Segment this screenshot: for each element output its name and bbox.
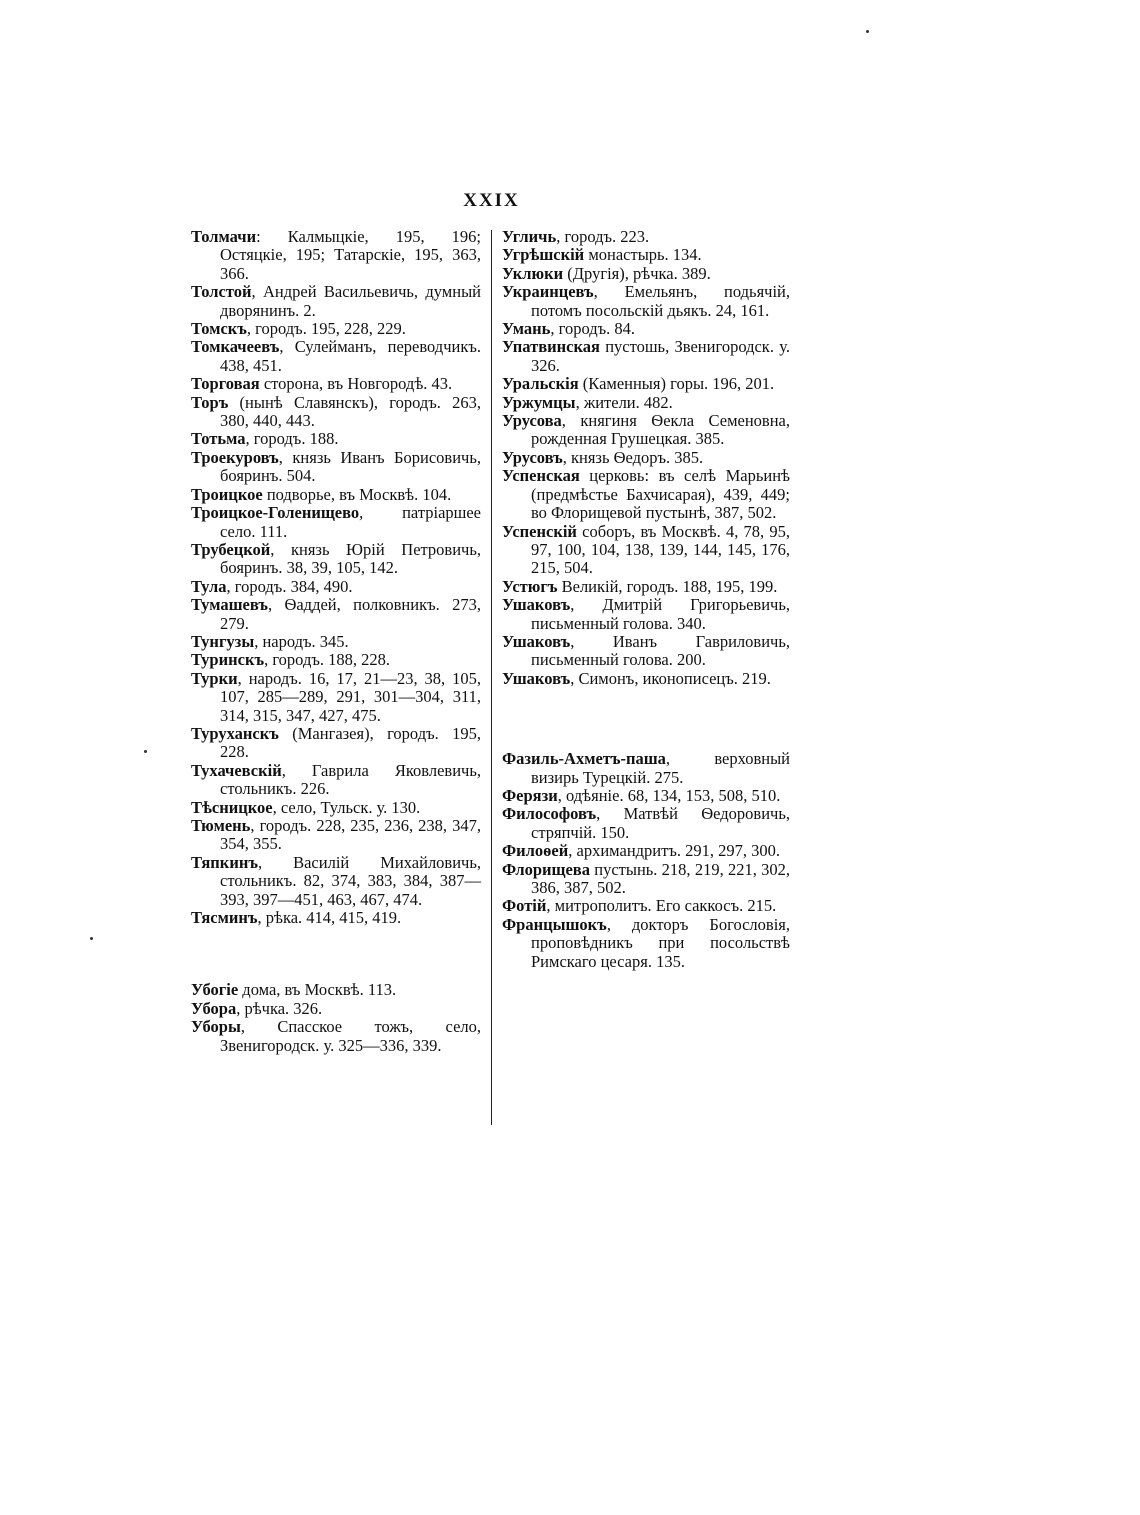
entry-headword: Упатвинская	[502, 337, 600, 357]
entry-text: , жители. 482.	[575, 392, 673, 412]
entry-headword: Тюмень	[191, 816, 251, 835]
entry-text: сторона, въ Новгородѣ. 43.	[259, 374, 453, 394]
entry-headword: Устюгъ	[502, 576, 558, 596]
entry-headword: Толмачи	[191, 227, 257, 246]
index-entry	[191, 817, 481, 854]
entry-headword: Урусовъ	[502, 447, 563, 467]
entry-text: : Калмыцкіе, 195, 196; Остяцкіе, 195; Татарскіе, 195, 363, 366.	[220, 227, 481, 283]
index-entry	[502, 842, 790, 860]
index-entry	[502, 897, 790, 915]
scan-speck	[90, 937, 93, 940]
index-entry	[502, 750, 790, 787]
entry-text: , княгиня Ѳекла Семеновна, рожденная Грушецкая. 385.	[531, 411, 790, 449]
index-entry	[502, 265, 790, 283]
entry-headword: Успенская	[502, 466, 580, 486]
entry-headword: Фазиль-Ахметъ-паша	[502, 749, 666, 769]
index-section-u	[191, 981, 481, 1055]
entry-text: , Ѳаддей, полковникъ. 273, 279.	[220, 595, 481, 633]
entry-headword: Францышокъ	[502, 914, 607, 934]
entry-headword: Троицкое-Голенищево	[191, 503, 360, 523]
index-entry	[191, 596, 481, 633]
index-entry	[502, 394, 790, 412]
entry-text: (Каменныя) горы. 196, 201.	[578, 374, 775, 394]
scan-speck	[866, 30, 869, 33]
entry-headword: Тухачевскій	[191, 760, 282, 780]
entry-headword: Философовъ	[502, 804, 597, 824]
index-entry	[502, 861, 790, 898]
entry-text: церковь: въ селѣ Марьинѣ (предмѣстье Бахчисарая), 439, 449; во Флорищевой пустынѣ, 387, 502.	[531, 466, 790, 523]
entry-text: дома, въ Москвѣ. 113.	[238, 980, 397, 1000]
entry-text: , народъ. 345.	[254, 631, 349, 651]
entry-text: , князь Иванъ Борисовичь, бояринъ. 504.	[220, 447, 481, 486]
entry-text: (нынѣ Славянскъ), городъ. 263, 380, 440, 443.	[220, 392, 481, 431]
entry-text: , городъ. 223.	[556, 227, 650, 246]
index-entry	[502, 467, 790, 522]
entry-headword: Туруханскъ	[191, 723, 279, 743]
index-entry	[502, 596, 790, 633]
entry-headword: Томкачеевъ	[191, 337, 280, 357]
entry-text: , докторъ Богословія, проповѣдникъ при посольствѣ Римскаго цесаря. 135.	[531, 914, 790, 971]
index-entry	[191, 541, 481, 578]
entry-text: , Сулейманъ, переводчикъ. 438, 451.	[220, 337, 481, 375]
index-entry	[191, 504, 481, 541]
entry-text: , Иванъ Гавриловичь, письменный голова. 200.	[531, 631, 790, 670]
index-entry	[191, 854, 481, 909]
entry-text: , князь Ѳедоръ. 385.	[562, 447, 704, 467]
entry-headword: Умань	[502, 319, 551, 339]
column-divider	[491, 230, 492, 1125]
entry-headword: Тѣсницкое	[191, 797, 273, 817]
index-entry	[191, 375, 481, 393]
entry-headword: Тунгузы	[191, 631, 255, 651]
index-entry	[191, 1000, 481, 1018]
index-entry	[191, 762, 481, 799]
entry-headword: Толстой	[191, 282, 252, 302]
index-section-t	[191, 228, 481, 927]
index-entry	[502, 805, 790, 842]
entry-headword: Торъ	[191, 392, 229, 412]
index-entry	[502, 449, 790, 467]
index-entry	[191, 320, 481, 338]
entry-text: , князь Юрій Петровичь, бояринъ. 38, 39, 105, 142.	[220, 539, 481, 578]
entry-text: , городъ. 384, 490.	[226, 576, 353, 596]
index-entry	[502, 283, 790, 320]
page-number: XXIX	[463, 190, 520, 211]
entry-headword: Флорищева	[502, 859, 590, 879]
entry-headword: Уральскія	[502, 374, 579, 394]
entry-headword: Уржумцы	[502, 392, 576, 412]
entry-text: , митрополитъ. Его саккосъ. 215.	[546, 896, 777, 916]
section-gap	[191, 927, 481, 981]
index-entry	[191, 633, 481, 651]
entry-headword: Ферязи	[502, 785, 558, 805]
entry-text: , верховный визирь Турецкій. 275.	[531, 749, 790, 787]
entry-text: , патріаршее село. 111.	[220, 503, 481, 541]
entry-text: , городъ. 228, 235, 236, 238, 347, 354, 355.	[220, 816, 481, 854]
entry-headword: Ушаковъ	[502, 668, 571, 688]
entry-text: , Дмитрій Григорьевичь, письменный голова. 340.	[531, 595, 790, 633]
entry-headword: Торговая	[191, 374, 260, 394]
entry-headword: Уклюки	[502, 263, 564, 283]
entry-headword: Угрѣшскій	[502, 245, 585, 265]
index-entry	[502, 633, 790, 670]
entry-headword: Тяпкинъ	[191, 852, 258, 872]
entry-headword: Филоѳей	[502, 841, 569, 861]
index-entry	[502, 578, 790, 596]
entry-text: , Спасское тожъ, село, Звенигородск. у. 325—336, 339.	[220, 1017, 481, 1055]
index-entry	[191, 430, 481, 448]
index-entry	[191, 981, 481, 999]
index-entry	[191, 651, 481, 669]
entry-headword: Туринскъ	[191, 650, 265, 670]
entry-text: подворье, въ Москвѣ. 104.	[262, 484, 452, 504]
entry-headword: Тотьма	[191, 429, 246, 449]
section-gap	[502, 688, 790, 750]
entry-headword: Украинцевъ	[502, 282, 594, 302]
index-entry	[191, 449, 481, 486]
entry-text: (Мангазея), городъ. 195, 228.	[220, 723, 481, 762]
entry-text: пустынь. 218, 219, 221, 302, 386, 387, 502.	[531, 859, 790, 897]
entry-text: монастырь. 134.	[584, 245, 702, 265]
entry-headword: Троекуровъ	[191, 447, 279, 467]
entry-text: , городъ. 188.	[245, 429, 339, 449]
entry-text: , рѣчка. 326.	[236, 998, 323, 1018]
entry-text: , Василій Михайловичь, стольникъ. 82, 374, 383, 384, 387—393, 397—451, 463, 467, 474.	[220, 852, 481, 909]
index-entry	[191, 799, 481, 817]
entry-text: , рѣка. 414, 415, 419.	[257, 908, 402, 928]
entry-headword: Уборы	[191, 1017, 241, 1037]
entry-headword: Тясминъ	[191, 908, 258, 928]
entry-headword: Ушаковъ	[502, 595, 571, 615]
index-entry	[502, 375, 790, 393]
index-entry	[191, 228, 481, 283]
entry-text: , архимандритъ. 291, 297, 300.	[568, 841, 781, 861]
index-entry	[191, 909, 481, 927]
entry-headword: Турки	[191, 668, 238, 688]
entry-text: соборъ, въ Москвѣ. 4, 78, 95, 97, 100, 104, 138, 139, 144, 145, 176, 215, 504.	[531, 521, 790, 578]
index-entry	[502, 916, 790, 971]
index-entry	[502, 338, 790, 375]
entry-text: , село, Тульск. у. 130.	[272, 797, 421, 817]
entry-text: , народъ. 16, 17, 21—23, 38, 105, 107, 285—289, 291, 301—304, 311, 314, 315, 347, 427, 475.	[220, 668, 481, 725]
index-entry	[191, 486, 481, 504]
index-entry	[502, 787, 790, 805]
index-entry	[502, 246, 790, 264]
index-section-u	[502, 228, 790, 688]
entry-text: , Матвѣй Ѳедоровичь, стряпчій. 150.	[531, 804, 790, 842]
entry-text: , Емельянъ, подьячій, потомъ посольскій дьякъ. 24, 161.	[531, 282, 790, 320]
index-entry	[502, 228, 790, 246]
index-column-left	[191, 228, 481, 1055]
index-column-right	[502, 228, 790, 971]
entry-headword: Ушаковъ	[502, 631, 571, 651]
entry-headword: Троицкое	[191, 484, 263, 504]
entry-headword: Томскъ	[191, 319, 247, 339]
index-entry	[191, 394, 481, 431]
scan-speck	[144, 750, 147, 753]
entry-text: , городъ. 195, 228, 229.	[246, 319, 406, 339]
entry-text: , Андрей Васильевичь, думный дворянинъ. 2.	[220, 282, 481, 320]
entry-headword: Тумашевъ	[191, 595, 268, 615]
entry-headword: Урусова	[502, 411, 562, 431]
entry-text: Великій, городъ. 188, 195, 199.	[557, 576, 778, 596]
index-entry	[502, 670, 790, 688]
index-entry	[502, 523, 790, 578]
index-entry	[191, 670, 481, 725]
entry-headword: Фотій	[502, 896, 547, 916]
index-entry	[502, 320, 790, 338]
entry-headword: Угличь	[502, 227, 557, 246]
entry-headword: Убора	[191, 998, 237, 1018]
entry-text: , Гаврила Яковлевичь, стольникъ. 226.	[220, 760, 481, 799]
entry-text: пустошь, Звенигородск. у. 326.	[531, 337, 790, 375]
entry-headword: Успенскій	[502, 521, 577, 541]
index-section-f	[502, 750, 790, 971]
entry-text: , Симонъ, иконописецъ. 219.	[570, 668, 771, 688]
entry-text: , одѣяніе. 68, 134, 153, 508, 510.	[557, 785, 781, 805]
index-entry	[191, 338, 481, 375]
entry-text: , городъ. 84.	[550, 319, 636, 339]
entry-text: (Другія), рѣчка. 389.	[563, 263, 711, 283]
index-entry	[502, 412, 790, 449]
entry-headword: Убогіе	[191, 980, 239, 1000]
index-entry	[191, 578, 481, 596]
index-entry	[191, 725, 481, 762]
index-entry	[191, 283, 481, 320]
entry-headword: Трубецкой	[191, 539, 271, 559]
entry-text: , городъ. 188, 228.	[264, 650, 391, 670]
entry-headword: Тула	[191, 576, 227, 596]
index-entry	[191, 1018, 481, 1055]
